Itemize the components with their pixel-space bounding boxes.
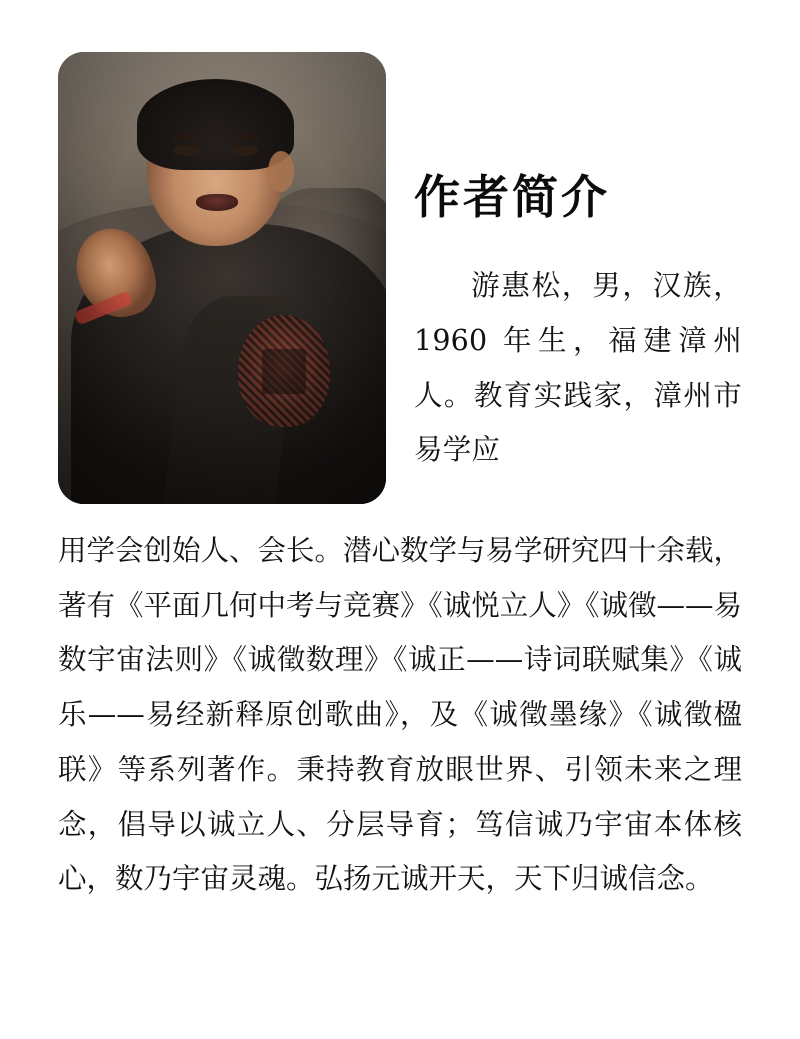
author-portrait-photo xyxy=(58,52,386,504)
page-title: 作者简介 xyxy=(414,170,610,224)
intro-column xyxy=(414,52,742,507)
photo-vignette xyxy=(58,52,386,504)
author-header-block xyxy=(58,52,742,522)
intro-body-paragraph: 用学会创始人、会长。潜心数学与易学研究四十余载，著有《平面几何中考与竞赛》《诚悦立人》《诚徵——易数宇宙法则》《诚徵数理》《诚正——诗词联赋集》《诚乐——易经新释原创歌曲》，及《诚徵墨缘》《诚徵楹联》等系列著作。秉持教育放眼世界、引领未来之理念，倡导以诚立人、分层导育；笃信诚乃宇宙本体核心，数乃宇宙灵魂。弘扬元诚开天，天下归诚信念。 xyxy=(58,534,743,896)
intro-lead-paragraph: 游惠松，男，汉族，1960 年生，福建漳州人。教育实践家，漳州市易学应 xyxy=(414,269,742,467)
